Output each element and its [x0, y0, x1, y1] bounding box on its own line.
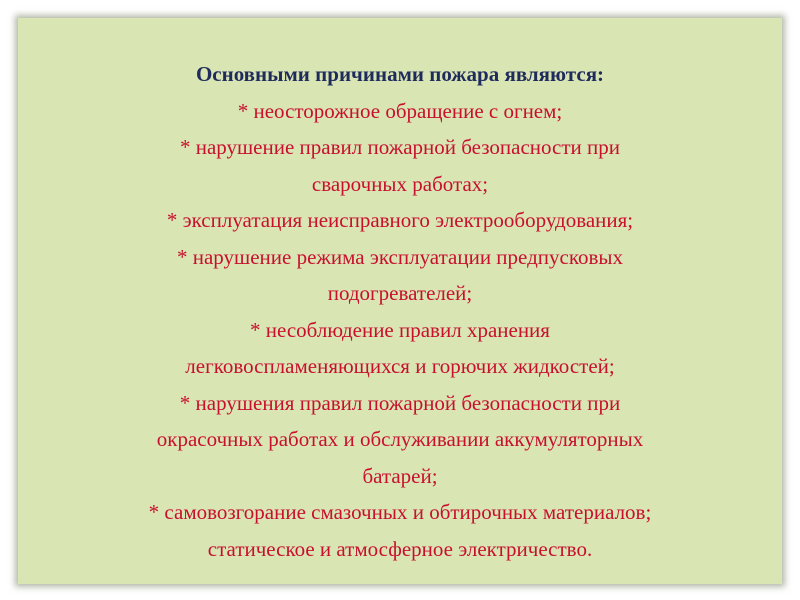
text-line: окрасочных работах и обслуживании аккумуляторных — [156, 427, 644, 451]
text-line: * нарушения правил пожарной безопасности при — [179, 390, 621, 415]
text-line: сварочных работах; — [311, 171, 489, 196]
text-line: * несоблюдение правил хранения — [250, 317, 550, 342]
text-line: * нарушение правил пожарной безопасности при — [179, 135, 621, 159]
slide-heading: Основными причинами пожара являются: — [195, 62, 605, 86]
text-line: * неосторожное обращение с огнем; — [237, 98, 563, 123]
text-line: легковоспламеняющихся и горючих жидкостей; — [185, 354, 615, 378]
slide-content — [18, 56, 782, 567]
text-line: * самовозгорание смазочных и обтирочных материалов; — [148, 500, 652, 524]
text-line: подогревателей; — [327, 281, 473, 305]
text-line: * эксплуатация неисправного электрооборудования; — [166, 208, 634, 232]
text-line: батарей; — [362, 463, 438, 488]
text-line: * нарушение режима эксплуатации предпусковых — [177, 244, 623, 269]
text-line: статическое и атмосферное электричество. — [207, 536, 593, 561]
slide-panel — [18, 18, 782, 584]
